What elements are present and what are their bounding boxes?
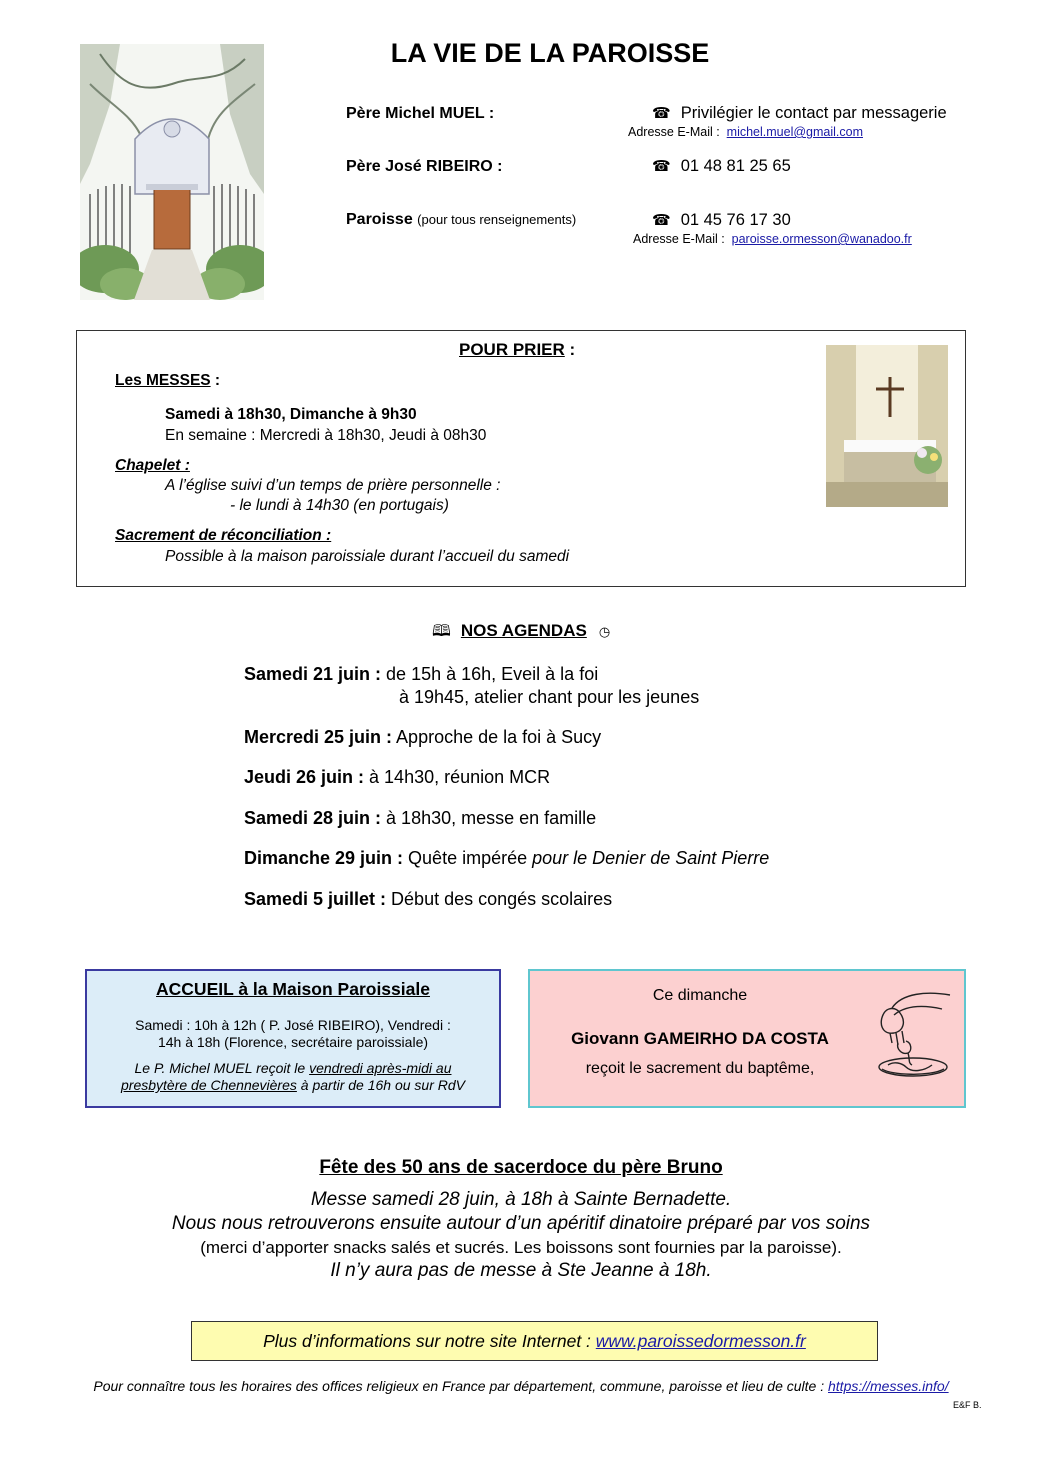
contact-phone: 01 48 81 25 65 — [680, 157, 791, 175]
page-title: LA VIE DE LA PAROISSE — [390, 38, 710, 68]
messes-semaine: En semaine : Mercredi à 18h30, Jeudi à 08h30 — [165, 427, 487, 444]
email-link-paroisse[interactable]: paroisse.ormesson@wanadoo.fr — [731, 232, 912, 246]
accueil-line3-underlined: vendredi après-midi au — [309, 1060, 452, 1076]
prayer-title-suffix: : — [564, 340, 576, 359]
agenda-text-italic: pour le Denier de Saint Pierre — [532, 848, 770, 868]
contact-name-michel: Père Michel MUEL : — [346, 105, 495, 122]
messes-label-suffix: : — [210, 372, 221, 389]
contact-name-paroisse — [346, 211, 576, 229]
paroisse-note: (pour tous renseignements) — [417, 212, 577, 227]
agenda-text: à 14h30, réunion MCR — [364, 767, 551, 787]
contact-name-jose: Père José RIBEIRO : — [346, 158, 503, 175]
footer-text: Pour connaître tous les horaires des offices religieux en France par département, commune, paroisse et lieu de culte : — [93, 1378, 828, 1394]
agenda-title — [432, 620, 610, 647]
messes-weekend: Samedi à 18h30, Dimanche à 9h30 — [165, 406, 417, 423]
telephone-icon: ☎ — [652, 104, 671, 122]
footer-line — [0, 1378, 1042, 1394]
reconciliation-label: Sacrement de réconciliation : — [115, 527, 332, 544]
email-row-paroisse — [633, 232, 912, 246]
baptism-name: Giovann GAMEIRHO DA COSTA — [571, 1029, 829, 1048]
baptism-water-icon — [872, 983, 954, 1083]
email-label: Adresse E-Mail : — [633, 232, 725, 246]
prayer-title-text: POUR PRIER — [459, 340, 565, 359]
agenda-title-text: NOS AGENDAS — [460, 621, 587, 640]
accueil-line1: Samedi : 10h à 12h ( P. José RIBEIRO), Vendredi : — [135, 1017, 451, 1033]
accueil-box — [85, 969, 501, 1108]
website-label: Plus d’informations sur notre site Internet : — [263, 1331, 596, 1351]
chapelet-label: Chapelet : — [115, 457, 190, 474]
accueil-title: ACCUEIL à la Maison Paroissiale — [156, 979, 430, 999]
agenda-text-continued: à 19h45, atelier chant pour les jeunes — [399, 687, 700, 707]
footer-credit: E&F B. — [953, 1400, 982, 1410]
accueil-line2: 14h à 18h (Florence, secrétaire paroissiale) — [157, 1034, 429, 1050]
agenda-text: à 18h30, messe en famille — [381, 808, 597, 828]
accueil-line4-text: à partir de 16h ou sur RdV — [296, 1077, 465, 1093]
accueil-line4 — [87, 1077, 499, 1093]
telephone-icon: ☎ — [652, 157, 671, 175]
agenda-text: Approche de la foi à Sucy — [392, 727, 602, 747]
fete-line3: (merci d’apporter snacks salés et sucrés. Les boissons sont fournies par la paroisse). — [200, 1238, 842, 1257]
agenda-date: Dimanche 29 juin : — [244, 848, 404, 868]
telephone-icon: ☎ — [652, 211, 671, 229]
accueil-line4-underlined: presbytère de Chennevières — [121, 1077, 297, 1093]
agenda-item — [244, 727, 601, 748]
agenda-item — [244, 848, 769, 869]
contact-phone: 01 45 76 17 30 — [680, 211, 791, 229]
agenda-item — [244, 664, 598, 685]
website-link[interactable]: www.paroissedormesson.fr — [595, 1331, 806, 1351]
paroisse-label: Paroisse — [346, 211, 413, 228]
clock-icon: ◷ — [598, 625, 611, 640]
church-illustration — [80, 44, 264, 300]
contact-info-paroisse — [652, 211, 791, 230]
agenda-item — [244, 767, 550, 788]
prayer-title — [459, 340, 575, 360]
email-row-michel — [628, 125, 863, 139]
agenda-item — [244, 889, 612, 910]
agenda-text: de 15h à 16h, Eveil à la foi — [381, 664, 599, 684]
baptism-line3: reçoit le sacrement du baptême, — [585, 1060, 815, 1077]
website-line — [192, 1331, 877, 1352]
open-book-icon: 🕮 — [432, 621, 451, 640]
messes-label — [115, 372, 220, 390]
fete-line2: Nous nous retrouverons ensuite autour d’un apéritif dinatoire préparé par vos soins — [171, 1213, 871, 1234]
chapelet-line2: - le lundi à 14h30 (en portugais) — [230, 497, 449, 514]
contact-info-jose — [652, 157, 791, 176]
baptism-line1: Ce dimanche — [652, 987, 748, 1004]
messes-label-text: Les MESSES — [115, 372, 211, 389]
agenda-date: Samedi 28 juin : — [244, 808, 382, 828]
accueil-line3-text: Le P. Michel MUEL reçoit le — [134, 1060, 310, 1076]
fete-line1: Messe samedi 28 juin, à 18h à Sainte Bernadette. — [310, 1189, 732, 1210]
contact-text: Privilégier le contact par messagerie — [680, 104, 947, 122]
messes-info-link[interactable]: https://messes.info/ — [828, 1378, 949, 1394]
agenda-text: Quête impérée — [403, 848, 533, 868]
accueil-line3 — [87, 1060, 499, 1076]
website-box — [191, 1321, 878, 1361]
agenda-date: Samedi 5 juillet : — [244, 889, 387, 909]
agenda-date: Jeudi 26 juin : — [244, 767, 365, 787]
chapelet-line1: A l’église suivi d’un temps de prière personnelle : — [165, 477, 501, 494]
agenda-date: Mercredi 25 juin : — [244, 727, 393, 747]
agenda-item — [244, 808, 596, 829]
agenda-date: Samedi 21 juin : — [244, 664, 382, 684]
fete-line4: Il n’y aura pas de messe à Ste Jeanne à 18h. — [330, 1260, 712, 1281]
altar-photo — [826, 345, 948, 507]
reconciliation-text: Possible à la maison paroissiale durant l’accueil du samedi — [165, 548, 570, 565]
agenda-text: Début des congés scolaires — [386, 889, 613, 909]
fete-title: Fête des 50 ans de sacerdoce du père Bruno — [319, 1157, 723, 1178]
baptism-box — [528, 969, 966, 1108]
contact-info-michel — [652, 104, 947, 123]
email-label: Adresse E-Mail : — [628, 125, 720, 139]
email-link-michel[interactable]: michel.muel@gmail.com — [726, 125, 863, 139]
